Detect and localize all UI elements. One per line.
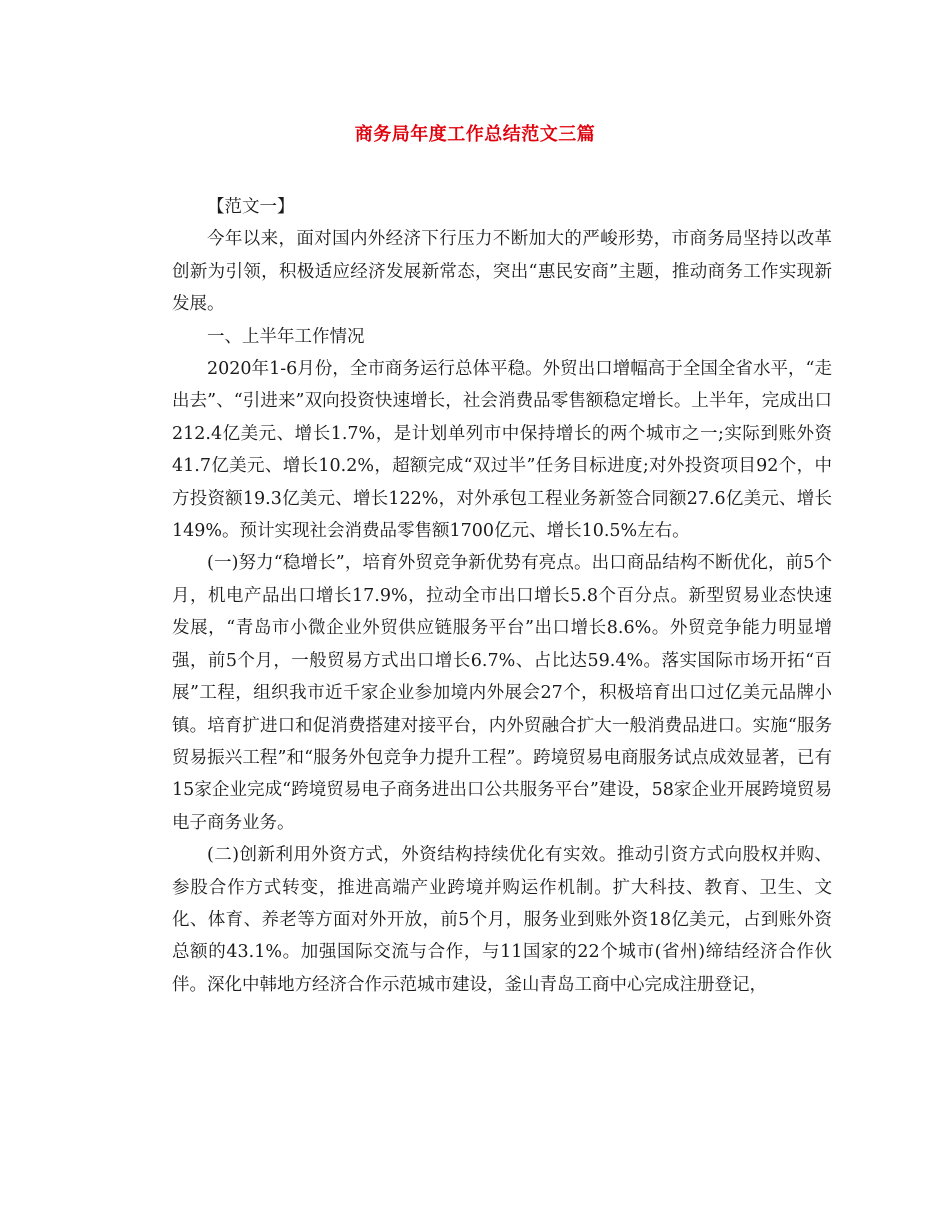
document-title: 商务局年度工作总结范文三篇 <box>354 124 596 145</box>
body-paragraph: (一)努力“稳增长”，培育外贸竞争新优势有亮点。出口商品结构不断优化，前5个月，机电产品出口增长17.9%，拉动全市出口增长5.8个百分点。新型贸易业态快速发展，“青岛市小微企业外贸供应链服务平台”出口增长8.6%。外贸竞争能力明显增强，前5个月，一般贸易方式出口增长6.7%、占比达59.4%。落实国际市场开拓“百展”工程，组织我市近千家企业参加境内外展会27个，积极培育出口过亿美元品牌小镇。培育扩进口和促消费搭建对接平台，内外贸融合扩大一般消费品进口。实施“服务贸易振兴工程”和“服务外包竞争力提升工程”。跨境贸易电商服务试点成效显著，已有15家企业完成“跨境贸易电子商务进出口公共服务平台”建设，58家企业开展跨境贸易电子商务业务。 <box>172 553 832 833</box>
body-paragraph: 2020年1-6月份，全市商务运行总体平稳。外贸出口增幅高于全国全省水平，“走出去”、“引进来”双向投资快速增长，社会消费品零售额稳定增长。上半年，完成出口212.4亿美元、增长1.7%，是计划单列市中保持增长的两个城市之一;实际到账外资41.7亿美元、增长10.2%，超额完成“双过半”任务目标进度;对外投资项目92个，中方投资额19.3亿美元、增长122%，对外承包工程业务新签合同额27.6亿美元、增长149%。预计实现社会消费品零售额1700亿元、增长10.5%左右。 <box>172 359 832 542</box>
body-paragraph: (二)创新利用外资方式，外资结构持续优化有实效。推动引资方式向股权并购、参股合作方式转变，推进高端产业跨境并购运作机制。扩大科技、教育、卫生、文化、体育、养老等方面对外开放，前5个月，服务业到账外资18亿美元，占到账外资总额的43.1%。加强国际交流与合作，与11国家的22个城市(省州)缔结经济合作伙伴。深化中韩地方经济合作示范城市建设，釜山青岛工商中心完成注册登记， <box>172 845 832 995</box>
section-label: 【范文一】 <box>207 197 295 217</box>
intro-paragraph: 今年以来，面对国内外经济下行压力不断加大的严峻形势，市商务局坚持以改革创新为引领，积极适应经济发展新常态，突出“惠民安商”主题，推动商务工作实现新发展。 <box>172 229 832 315</box>
document-body <box>172 191 832 1001</box>
section-heading: 一、上半年工作情况 <box>207 326 365 347</box>
